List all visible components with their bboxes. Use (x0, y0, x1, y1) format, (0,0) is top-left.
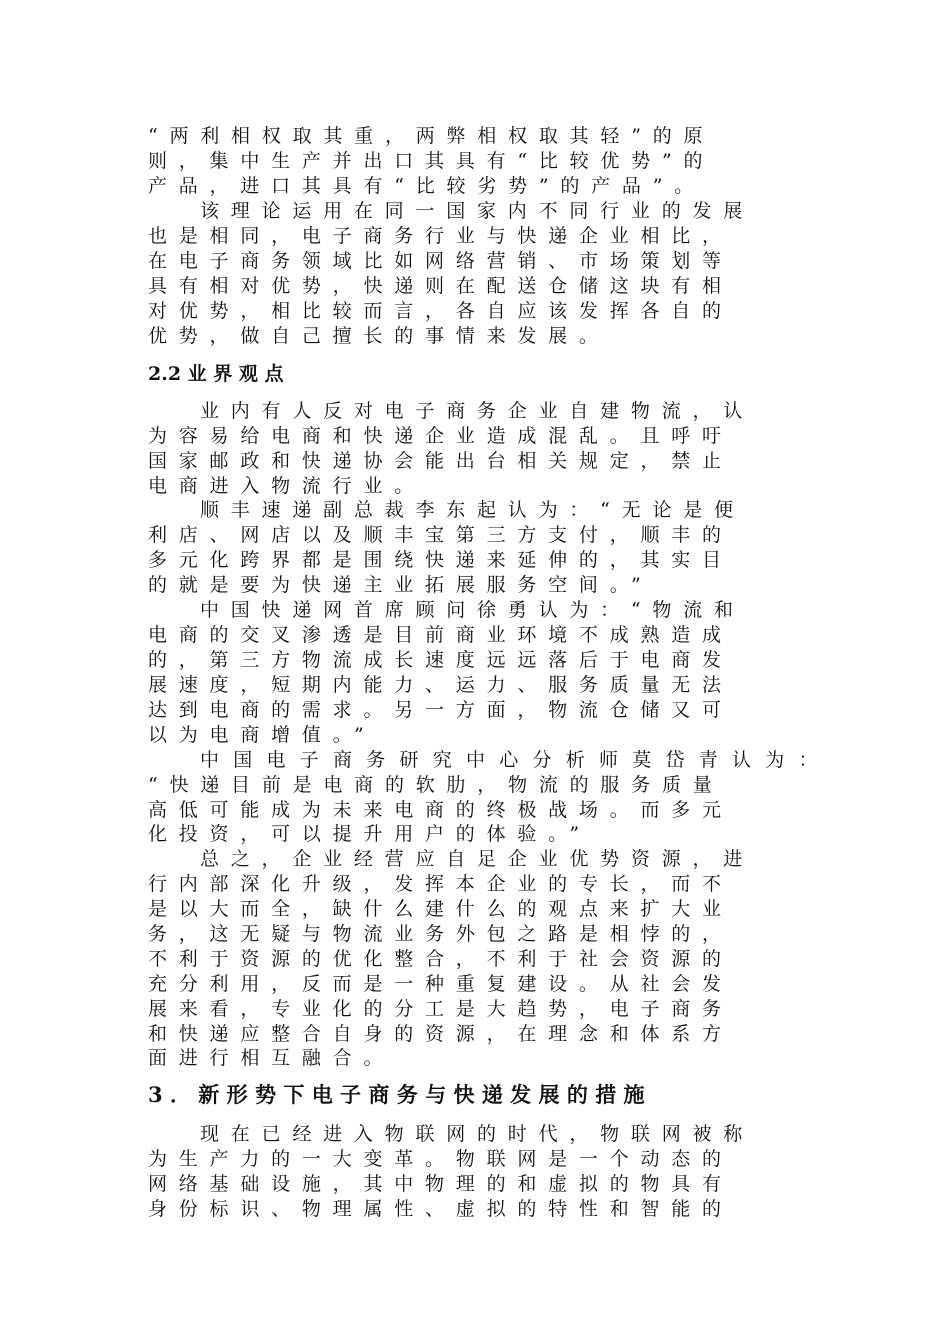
text-line: 为容易给电商和快递企业造成混乱。且呼吁 (148, 425, 733, 447)
text-line: 则，集中生产并出口其具有“比较优势”的 (148, 150, 715, 172)
text-line: 电商进入物流行业。 (148, 475, 426, 497)
text-line: 利店、网店以及顺丰宝第三方支付，顺丰的 (148, 524, 733, 546)
text-line: 充分利用，反而是一种重复建设。从社会发 (148, 973, 733, 995)
text-line: 展速度，短期内能力、运力、服务质量无法 (148, 674, 733, 696)
text-line: 国家邮政和快递协会能出台相关规定，禁止 (148, 450, 733, 472)
text-line: 面进行相互融合。 (148, 1047, 395, 1069)
section-heading: 3．新形势下电子商务与快递发展的措施 (148, 1082, 652, 1107)
text-line: 顺丰速递副总裁李东起认为：“无论是便 (200, 499, 745, 521)
section-heading: 2.2 业 界 观 点 (148, 363, 284, 385)
text-line: 中国快递网首席顾问徐勇认为：“物流和 (200, 599, 745, 621)
text-line: 达到电商的需求。另一方面，物流仓储又可 (148, 699, 733, 721)
text-line: 高低可能成为未来电商的终极战场。而多元 (148, 799, 733, 821)
text-line: 该理论运用在同一国家内不同行业的发展 (200, 200, 755, 222)
text-line: 以为电商增值。” (148, 724, 376, 746)
text-line: 展来看，专业化的分工是大趋势，电子商务 (148, 998, 733, 1020)
text-line: 为生产力的一大变革。物联网是一个动态的 (148, 1148, 733, 1170)
text-line: 现在已经进入物联网的时代，物联网被称 (200, 1123, 755, 1145)
text-line: 的，第三方物流成长速度远远落后于电商发 (148, 649, 733, 671)
text-line: 的就是要为快递主业拓展服务空间。” (148, 574, 653, 596)
text-line: 行内部深化升级，发挥本企业的专长，而不 (148, 873, 733, 895)
text-line: 业内有人反对电子商务企业自建物流，认 (200, 400, 755, 422)
text-line: 多元化跨界都是围绕快递来延伸的，其实目 (148, 549, 733, 571)
text-line: 电商的交叉渗透是目前商业环境不成熟造成 (148, 624, 733, 646)
text-line: 身份标识、物理属性、虚拟的特性和智能的 (148, 1198, 733, 1220)
text-line: 化投资，可以提升用户的体验。” (148, 823, 591, 845)
text-line: “快递目前是电商的软肋，物流的服务质量 (148, 774, 724, 796)
text-line: 在电子商务领域比如网络营销、市场策划等 (148, 250, 733, 272)
text-line: 和快递应整合自身的资源，在理念和体系方 (148, 1023, 733, 1045)
text-line: 不利于资源的优化整合，不利于社会资源的 (148, 948, 733, 970)
text-line: 网络基础设施，其中物理的和虚拟的物具有 (148, 1173, 733, 1195)
text-line: 务，这无疑与物流业务外包之路是相悖的， (148, 923, 733, 945)
text-line: 总之，企业经营应自足企业优势资源，进 (200, 848, 755, 870)
text-line: 具有相对优势，快递则在配送仓储这块有相 (148, 275, 733, 297)
text-line: “两利相权取其重，两弊相权取其轻”的原 (148, 125, 715, 147)
text-line: 优势，做自己擅长的事情来发展。 (148, 325, 610, 347)
text-line: 产品，进口其具有“比较劣势”的产品”。 (148, 175, 705, 197)
text-line: 也是相同，电子商务行业与快递企业相比， (148, 225, 733, 247)
text-line: 对优势，相比较而言，各自应该发挥各自的 (148, 300, 733, 322)
text-line: 是以大而全，缺什么建什么的观点来扩大业 (148, 898, 733, 920)
text-line: 中国电子商务研究中心分析师莫岱青认为： (200, 749, 832, 771)
